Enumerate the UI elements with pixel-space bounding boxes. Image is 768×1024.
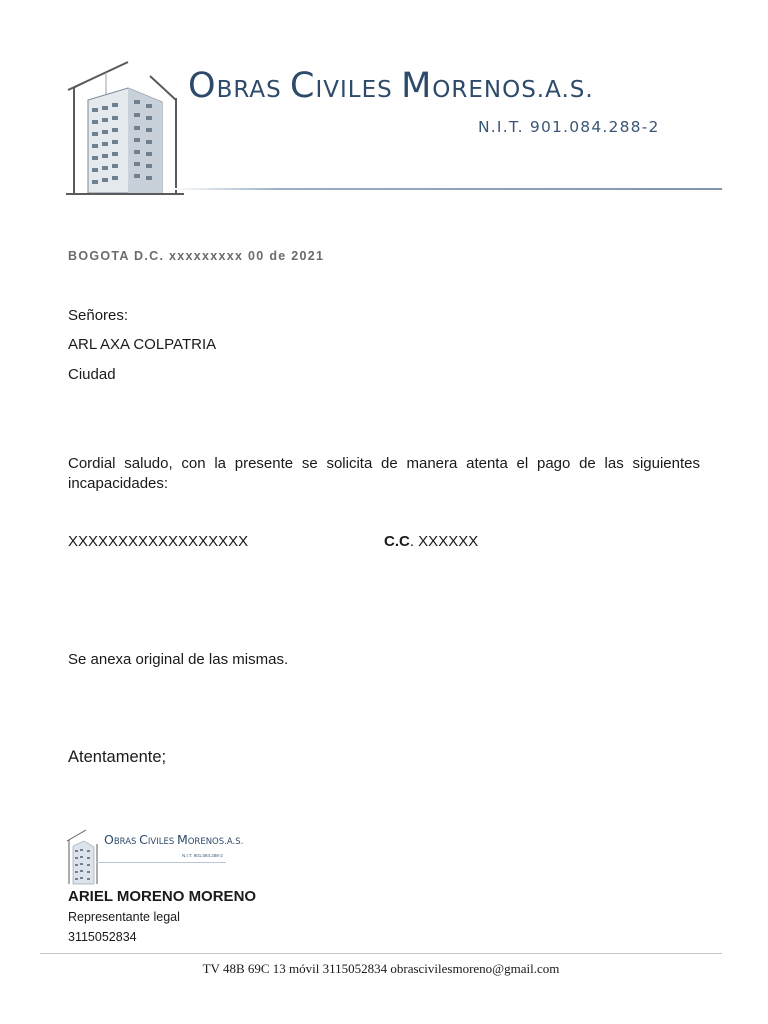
- date-line: BOGOTA D.C. xxxxxxxxx 00 de 2021: [68, 249, 325, 263]
- annex-line: Se anexa original de las mismas.: [68, 651, 289, 668]
- signature-company-nit: N.I.T. 901.084.288-2: [182, 853, 223, 858]
- signer-phone: 3115052834: [68, 930, 137, 944]
- greeting-paragraph: Cordial saludo, con la presente se solicita de manera atenta el pago de las siguientes incapacidades:: [68, 455, 700, 492]
- company-name: OBRAS CIVILES MORENOS.A.S.: [188, 66, 594, 106]
- building-crane-icon: [66, 58, 184, 198]
- letterhead-logo: [66, 58, 726, 200]
- recipient-salutation: Señores:: [68, 307, 129, 324]
- employee-cc: [384, 533, 478, 550]
- footer-contact: TV 48B 69C 13 móvil 3115052834 obrascivilesmoreno@gmail.com: [202, 961, 560, 976]
- signer-name: ARIEL MORENO MORENO: [68, 888, 257, 905]
- cc-value: . XXXXXX: [409, 533, 479, 550]
- signature-logo: [66, 826, 244, 888]
- signature-logo-divider: [96, 862, 226, 863]
- cc-label: C.C: [384, 533, 410, 550]
- header-divider: [170, 188, 722, 190]
- recipient-organization: ARL AXA COLPATRIA: [68, 336, 217, 353]
- employee-name: XXXXXXXXXXXXXXXXXX: [68, 533, 249, 550]
- signature-company-name: OBRAS CIVILES MORENOS.A.S.: [104, 832, 244, 847]
- company-nit: N.I.T. 901.084.288-2: [478, 118, 660, 136]
- building-crane-icon: [66, 828, 100, 886]
- signer-role: Representante legal: [68, 910, 180, 924]
- footer-divider: [40, 953, 722, 954]
- recipient-city: Ciudad: [68, 366, 116, 383]
- closing: Atentamente;: [68, 748, 167, 766]
